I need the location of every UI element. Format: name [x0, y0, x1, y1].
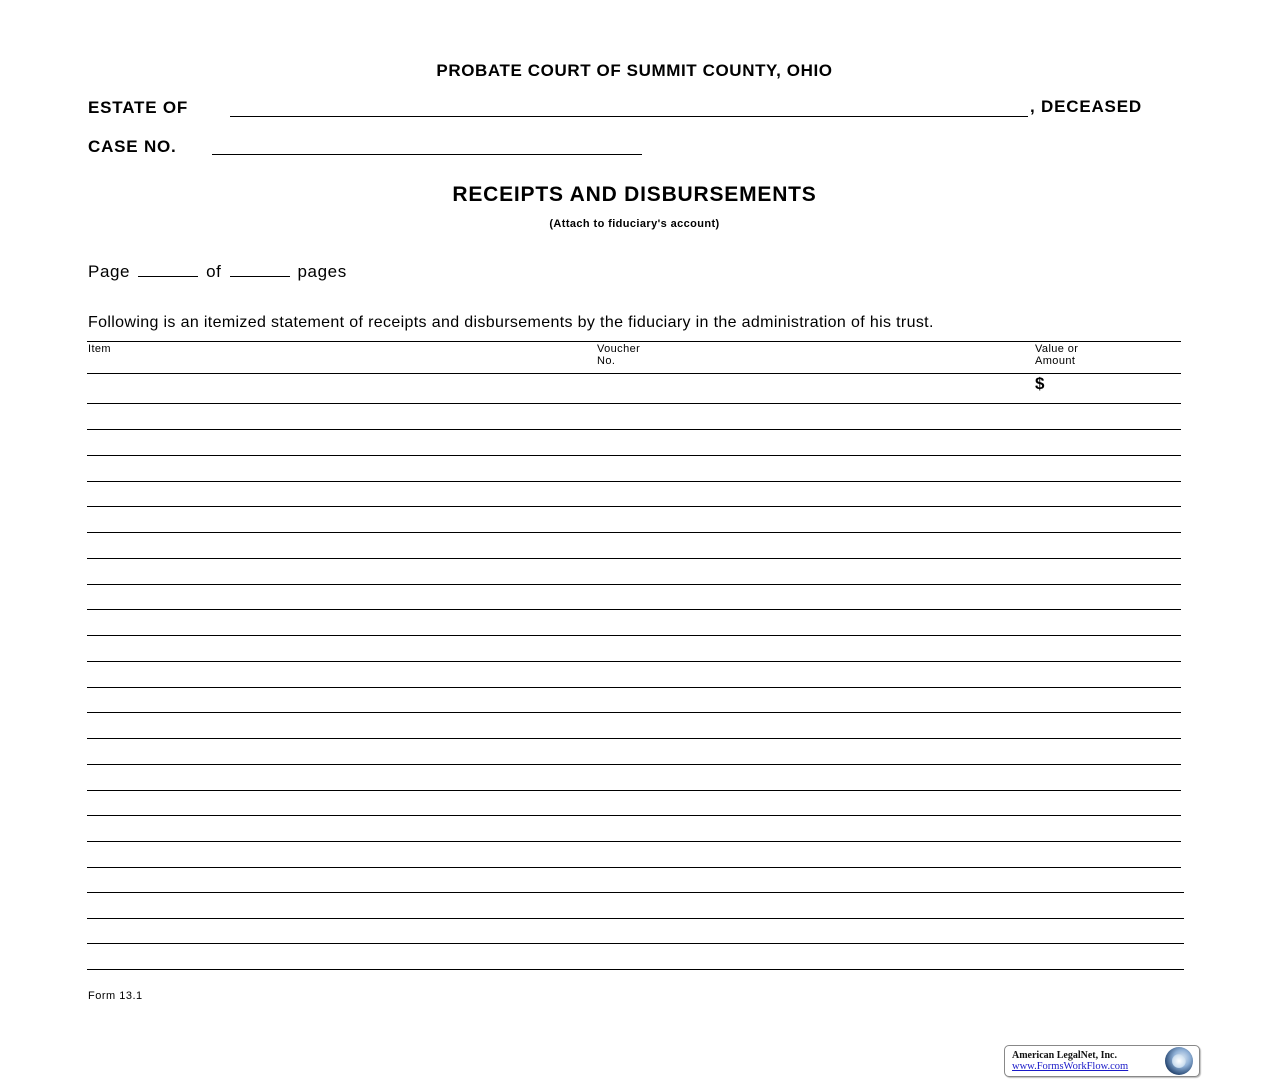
table-row[interactable] — [87, 635, 1181, 636]
table-row[interactable] — [87, 790, 1181, 791]
table-row[interactable] — [87, 943, 1184, 944]
intro-statement: Following is an itemized statement of receipts and disbursements by the fiduciary in the administration of his trust. — [88, 314, 934, 331]
table-row[interactable] — [87, 506, 1181, 507]
globe-icon — [1165, 1047, 1193, 1075]
estate-label: ESTATE OF — [88, 98, 189, 117]
total-pages-field[interactable] — [230, 262, 290, 277]
table-row[interactable] — [87, 969, 1184, 970]
logo-url-link[interactable]: www.FormsWorkFlow.com — [1012, 1061, 1129, 1072]
table-row[interactable] — [87, 892, 1184, 893]
table-row[interactable] — [87, 738, 1181, 739]
pages-label: pages — [297, 262, 347, 281]
table-row[interactable] — [87, 841, 1181, 842]
table-row[interactable] — [87, 764, 1181, 765]
estate-name-field[interactable] — [230, 116, 1028, 117]
table-row[interactable] — [87, 815, 1181, 816]
table-row[interactable] — [87, 712, 1181, 713]
table-row[interactable] — [87, 532, 1181, 533]
form-title: RECEIPTS AND DISBURSEMENTS — [452, 183, 817, 206]
page-count-row — [88, 262, 347, 282]
table-row[interactable] — [87, 403, 1181, 404]
column-header-item: Item — [88, 343, 111, 355]
american-legalnet-logo[interactable] — [1004, 1045, 1200, 1077]
deceased-label: , DECEASED — [1030, 97, 1142, 116]
page-number-field[interactable] — [138, 262, 198, 277]
table-row[interactable] — [87, 918, 1184, 919]
table-row[interactable] — [87, 867, 1181, 868]
case-number-field[interactable] — [212, 154, 642, 155]
logo-company-name: American LegalNet, Inc. — [1012, 1050, 1117, 1061]
currency-symbol: $ — [1035, 374, 1045, 393]
table-row[interactable] — [87, 661, 1181, 662]
table-row[interactable] — [87, 609, 1181, 610]
table-top-border — [87, 341, 1181, 342]
table-row[interactable] — [87, 429, 1181, 430]
form-subtitle: (Attach to fiduciary's account) — [549, 218, 720, 230]
table-row[interactable] — [87, 558, 1181, 559]
column-header-amount: Value or Amount — [1035, 343, 1079, 367]
table-row[interactable] — [87, 584, 1181, 585]
case-number-label: CASE NO. — [88, 137, 177, 156]
column-header-voucher: Voucher No. — [597, 343, 641, 367]
table-row[interactable] — [87, 455, 1181, 456]
of-label: of — [206, 262, 222, 281]
page-label: Page — [88, 262, 131, 281]
table-row[interactable] — [87, 481, 1181, 482]
court-title: PROBATE COURT OF SUMMIT COUNTY, OHIO — [436, 61, 833, 80]
table-row[interactable] — [87, 687, 1181, 688]
form-number: Form 13.1 — [88, 990, 143, 1002]
table-header-divider — [87, 373, 1181, 374]
